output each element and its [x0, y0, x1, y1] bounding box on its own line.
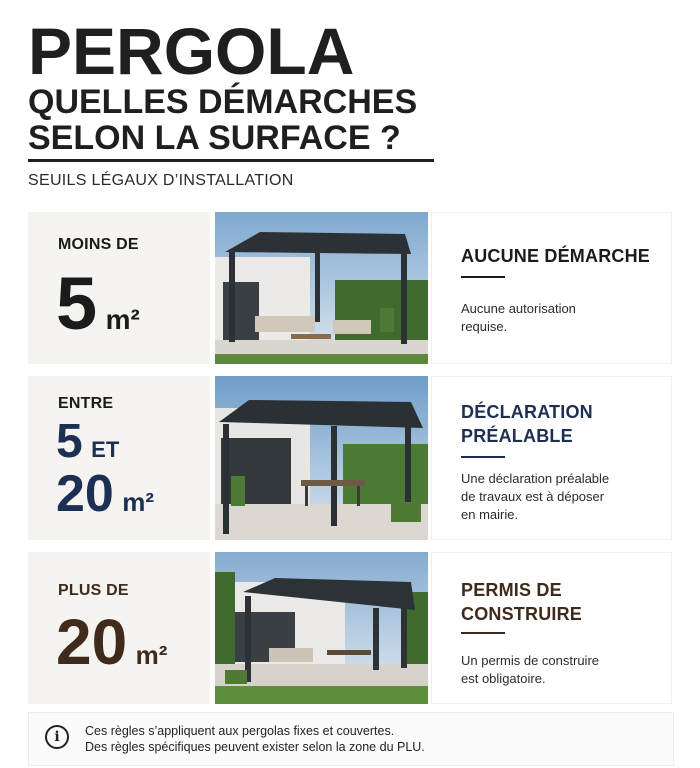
requirement-title	[461, 578, 582, 626]
requirement-text-line: requise.	[461, 319, 508, 334]
surface-number-min: 5	[56, 415, 83, 468]
subtitle-line-1: QUELLES DÉMARCHES	[28, 83, 418, 121]
requirement-text-line: Un permis de construire	[461, 653, 599, 668]
surface-number: 20	[56, 606, 128, 678]
note-text	[85, 723, 425, 755]
requirement-text-line: Une déclaration préalable	[461, 471, 610, 486]
requirement-description	[461, 652, 661, 688]
note-line-2: Des règles spécifiques peuvent exister selon la zone du PLU.	[85, 740, 425, 754]
pergola-image	[215, 552, 428, 704]
info-icon: i	[45, 725, 69, 749]
row-between-5-and-20	[28, 376, 672, 540]
surface-value-max	[56, 465, 155, 523]
info-note	[28, 712, 674, 766]
requirement-divider	[461, 632, 505, 634]
row-more-than-20	[28, 552, 672, 704]
surface-label: ENTRE	[58, 395, 114, 412]
surface-unit: m²	[105, 304, 140, 335]
surface-connector: ET	[91, 437, 120, 462]
surface-number-max: 20	[56, 465, 114, 523]
pergola-photo-medium	[215, 376, 428, 540]
requirement-divider	[461, 456, 505, 458]
surface-value-min	[56, 415, 120, 468]
requirement-panel	[431, 212, 672, 364]
pergola-image	[215, 376, 428, 540]
pergola-image	[215, 212, 428, 364]
pergola-photo-large	[215, 552, 428, 704]
surface-value	[56, 606, 168, 678]
requirement-title: AUCUNE DÉMARCHE	[461, 246, 651, 266]
requirement-title-line: DÉCLARATION	[461, 402, 593, 422]
requirement-text-line: de travaux est à déposer	[461, 489, 605, 504]
requirement-text-line: est obligatoire.	[461, 671, 546, 686]
surface-unit: m²	[135, 640, 168, 670]
surface-panel	[28, 552, 210, 704]
requirement-title	[461, 400, 593, 448]
row-less-than-5	[28, 212, 672, 364]
surface-panel	[28, 376, 210, 540]
note-line-1: Ces règles s’appliquent aux pergolas fixes et couvertes.	[85, 724, 395, 738]
requirement-panel	[431, 376, 672, 540]
page-title: PERGOLA	[28, 14, 355, 88]
requirement-description	[461, 300, 661, 336]
surface-unit: m²	[122, 487, 155, 517]
requirement-panel	[431, 552, 672, 704]
title-divider	[28, 159, 434, 162]
surface-value	[56, 262, 140, 345]
surface-label: MOINS DE	[58, 236, 139, 253]
requirement-divider	[461, 276, 505, 278]
page-subtitle	[28, 84, 417, 156]
requirement-title-line: PERMIS DE	[461, 580, 562, 600]
requirement-title-line: PRÉALABLE	[461, 426, 573, 446]
tagline: SEUILS LÉGAUX D’INSTALLATION	[28, 172, 294, 189]
subtitle-line-2: SELON LA SURFACE ?	[28, 119, 401, 157]
requirement-title-line: CONSTRUIRE	[461, 604, 583, 624]
surface-label: PLUS DE	[58, 582, 129, 599]
requirement-text-line: en mairie.	[461, 507, 519, 522]
surface-number: 5	[56, 262, 98, 345]
requirement-description	[461, 470, 661, 524]
pergola-photo-small	[215, 212, 428, 364]
requirement-text-line: Aucune autorisation	[461, 301, 576, 316]
surface-panel	[28, 212, 210, 364]
